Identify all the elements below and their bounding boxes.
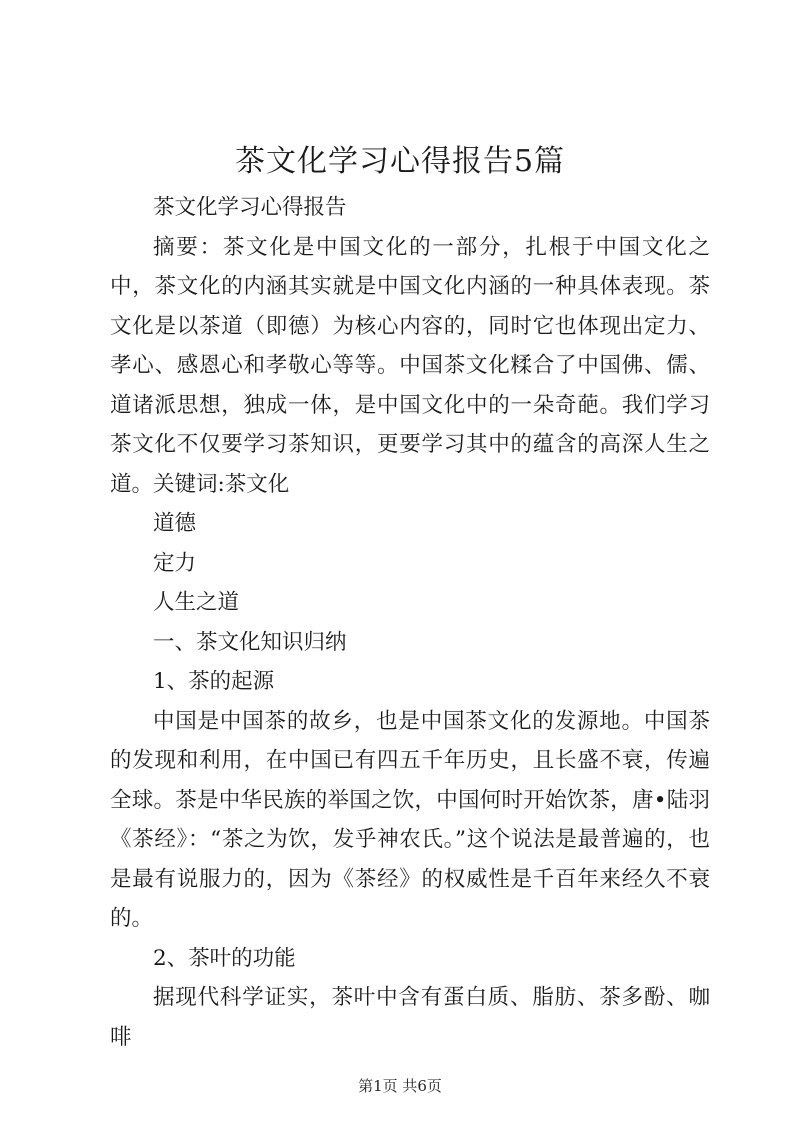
origin-paragraph: 中国是中国茶的故乡，也是中国茶文化的发源地。中国茶的发现和利用，在中国已有四五千年历史，且长盛不衰，传遍全球。茶是中华民族的举国之饮，中国何时开始饮茶，唐•陆羽《茶经》：“茶之为饮，发乎神农氏。”这个说法是最普遍的，也是最有说服力的，因为《茶经》的权威性是千百年来经久不衰的。	[110, 708, 710, 931]
keyword-rensheng: 人生之道	[153, 590, 240, 615]
document-body	[110, 188, 710, 1057]
keyword-daode: 道德	[153, 511, 197, 536]
keyword-dingli: 定力	[153, 550, 197, 576]
section-heading-1: 一、茶文化知识归纳	[153, 629, 347, 655]
function-paragraph: 据现代科学证实，茶叶中含有蛋白质、脂肪、茶多酚、咖啡	[110, 985, 710, 1050]
page-footer: 第1页 共6页	[358, 1077, 442, 1095]
abstract-paragraph: 摘要：茶文化是中国文化的一部分，扎根于中国文化之中，茶文化的内涵其实就是中国文化内涵的一种具体表现。茶文化是以茶道（即德）为核心内容的，同时它也体现出定力、孝心、感恩心和孝敬心等等。中国茶文化糅合了中国佛、儒、道诸派思想，独成一体，是中国文化中的一朵奇葩。我们学习茶文化不仅要学习茶知识，更要学习其中的蕴含的高深人生之道。关键词:茶文化	[110, 234, 710, 497]
document-title: 茶文化学习心得报告5篇	[234, 144, 566, 179]
subtitle-paragraph: 茶文化学习心得报告	[153, 195, 347, 220]
subsection-heading-1: 1、茶的起源	[153, 669, 275, 694]
subsection-heading-2: 2、茶叶的功能	[153, 945, 296, 971]
